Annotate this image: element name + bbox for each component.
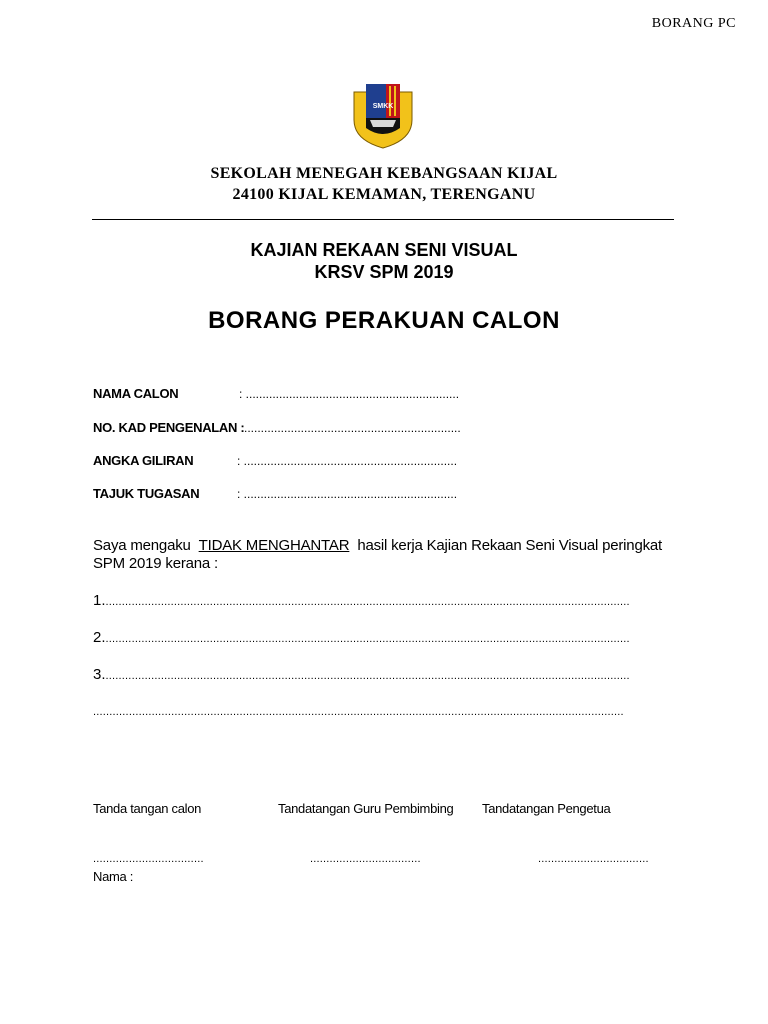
field-label-angka-giliran: ANGKA GILIRAN — [93, 453, 194, 468]
field-line-nama-calon: : ................................................................ — [239, 387, 460, 401]
reason-blank: ................................................................................................................................................................... — [93, 706, 624, 718]
reason-line-3 — [93, 666, 673, 683]
field-line-angka-giliran: : ................................................................ — [237, 454, 458, 468]
signature-label-teacher: Tandatangan Guru Pembimbing — [278, 801, 454, 816]
declaration-emphasis: TIDAK MENGHANTAR — [198, 537, 350, 554]
reason-line-1 — [93, 592, 673, 609]
signature-blank-principal: .................................. — [538, 853, 649, 865]
field-label-tajuk-tugasan: TAJUK TUGASAN — [93, 486, 200, 501]
signature-label-principal: Tandatangan Pengetua — [482, 801, 611, 816]
reason-blank: ................................................................................................................................................................. — [105, 633, 630, 645]
signature-blank-teacher: .................................. — [310, 853, 421, 865]
reason-line-4 — [93, 702, 673, 719]
declaration-prefix: Saya mengaku — [93, 537, 191, 554]
signature-label-candidate: Tanda tangan calon — [93, 801, 202, 816]
field-label-kad-pengenalan: NO. KAD PENGENALAN : — [93, 420, 245, 435]
svg-text:SMKK: SMKK — [372, 103, 394, 110]
reason-line-2 — [93, 629, 673, 646]
subject-code: KRSV SPM 2019 — [314, 262, 454, 282]
reason-blank: ................................................................................................................................................................. — [105, 596, 630, 608]
reason-number: 1. — [93, 592, 106, 609]
form-code: BORANG PC — [651, 16, 736, 31]
name-label: Nama : — [93, 869, 134, 884]
signature-blank-candidate: .................................. — [93, 853, 204, 865]
school-name: SEKOLAH MENEGAH KEBANGSAAN KIJAL — [210, 165, 558, 182]
field-label-nama-calon: NAMA CALON — [93, 386, 179, 401]
reason-number: 3. — [93, 666, 106, 683]
form-title: BORANG PERAKUAN CALON — [208, 307, 560, 334]
reason-number: 2. — [93, 629, 106, 646]
field-line-kad-pengenalan: ................................................................. — [244, 421, 461, 435]
subject-title: KAJIAN REKAAN SENI VISUAL — [250, 240, 518, 260]
field-line-tajuk-tugasan: : ................................................................ — [237, 487, 458, 501]
reason-blank: ................................................................................................................................................................. — [105, 670, 630, 682]
declaration-line-1 — [93, 537, 662, 554]
declaration-suffix: hasil kerja Kajian Rekaan Seni Visual peringkat — [357, 537, 662, 554]
header-divider — [92, 219, 674, 220]
school-address: 24100 KIJAL KEMAMAN, TERENGANU — [232, 186, 536, 203]
declaration-line-2: SPM 2019 kerana : — [93, 555, 219, 572]
school-crest-logo — [348, 80, 418, 150]
